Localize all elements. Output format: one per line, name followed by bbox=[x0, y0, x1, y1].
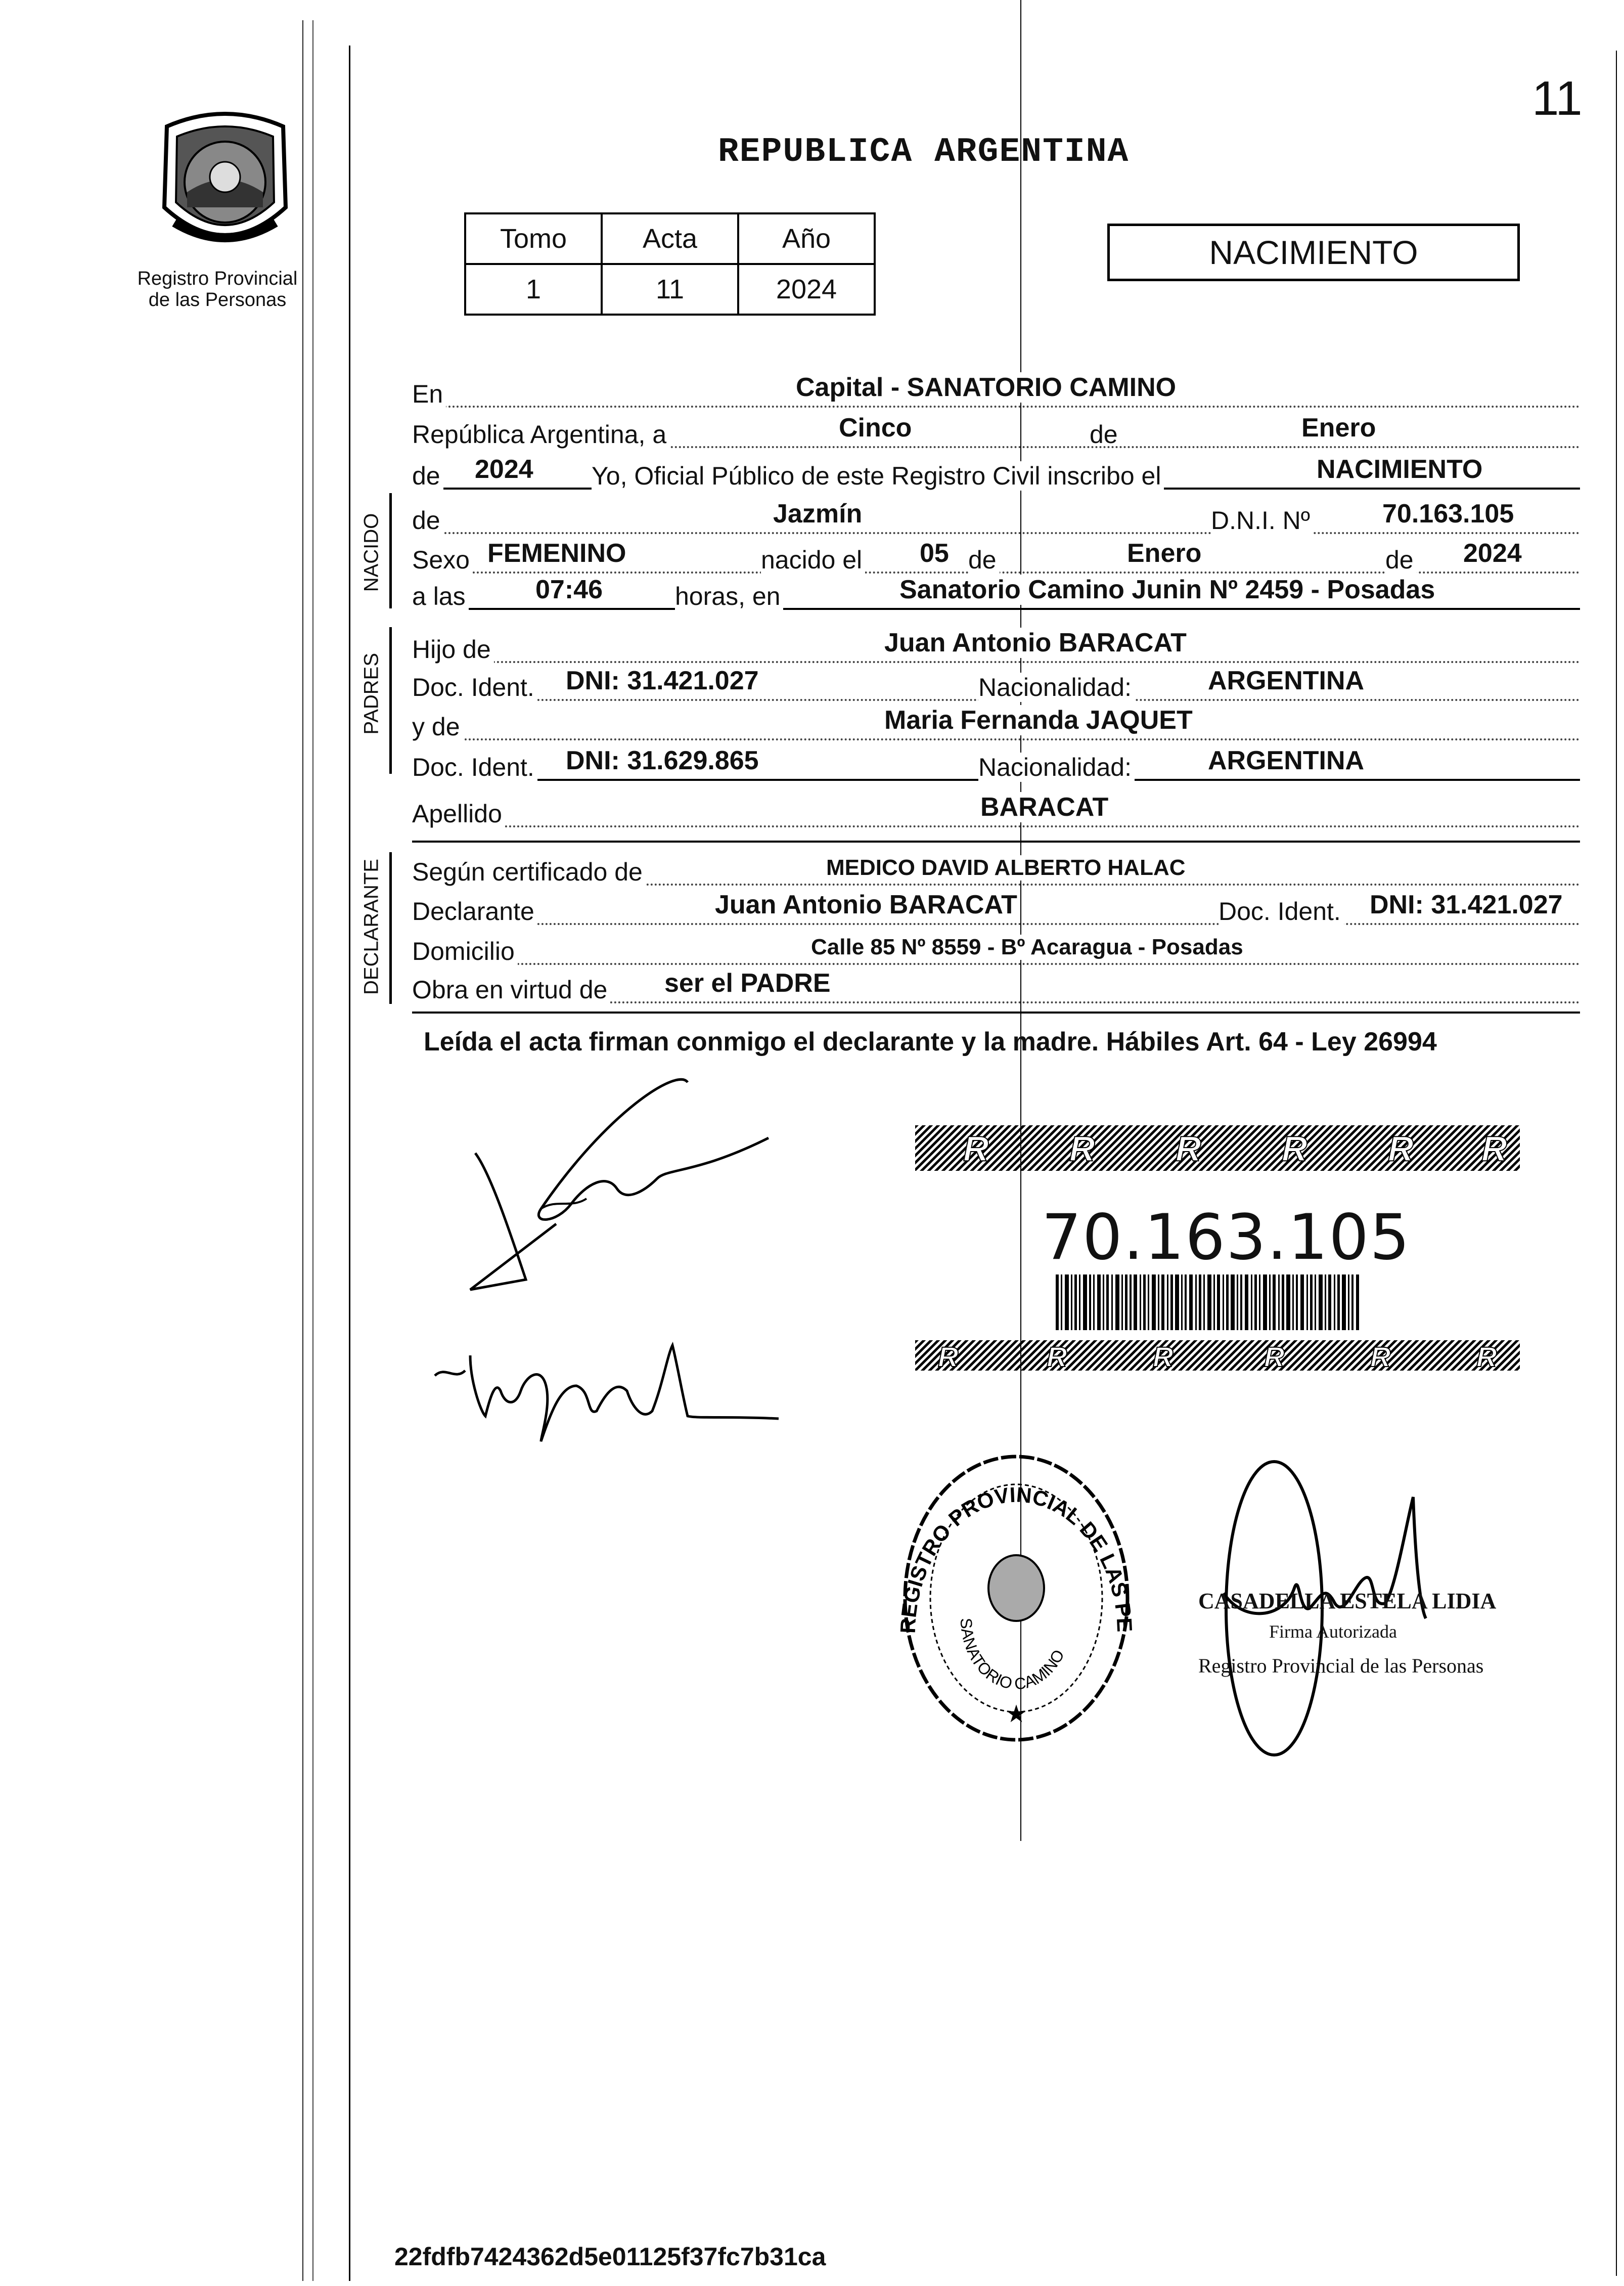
row-nacido-name bbox=[412, 501, 1580, 534]
label-sexo: Sexo bbox=[412, 545, 473, 575]
value-mother-nat: ARGENTINA bbox=[1206, 745, 1366, 776]
declarant-signature bbox=[455, 1072, 819, 1315]
label-de-year: de bbox=[412, 461, 443, 491]
value-domicilio: Calle 85 Nº 8559 - Bº Acaragua - Posadas bbox=[809, 935, 1245, 960]
row-apellido bbox=[412, 794, 1580, 827]
label-declarante-doc: Doc. Ident. bbox=[1219, 897, 1344, 926]
seal-outer-text: REGISTRO PROVINCIAL DE LAS PERSONAS bbox=[891, 1432, 1137, 1634]
label-mother-doc: Doc. Ident. bbox=[412, 753, 537, 782]
barcode bbox=[1056, 1274, 1359, 1330]
value-anio: 2024 bbox=[738, 264, 875, 315]
label-apellido: Apellido bbox=[412, 799, 505, 828]
padres-bar bbox=[389, 627, 392, 774]
value-birth-month: Enero bbox=[1125, 538, 1203, 568]
row-a-las bbox=[412, 577, 1580, 610]
seal-inner-text: SANATORIO CAMINO bbox=[957, 1617, 1068, 1693]
row-year bbox=[412, 456, 1580, 490]
official-name: CASADELLA ESTELA LIDIA bbox=[1198, 1589, 1497, 1613]
label-dni: D.N.I. Nº bbox=[1211, 506, 1313, 535]
margin-line bbox=[349, 46, 350, 2281]
nacido-bar bbox=[389, 493, 392, 608]
document-title: REPUBLICA ARGENTINA bbox=[718, 133, 1130, 171]
row-en bbox=[412, 374, 1580, 408]
stamp-letter: R bbox=[1153, 1341, 1174, 1373]
value-certificado: MEDICO DAVID ALBERTO HALAC bbox=[824, 855, 1188, 881]
value-dni: 70.163.105 bbox=[1380, 499, 1516, 529]
stamp-letter: R bbox=[1069, 1129, 1095, 1168]
label-father-nat: Nacionalidad: bbox=[978, 673, 1135, 702]
value-place: Sanatorio Camino Junin Nº 2459 - Posadas bbox=[897, 575, 1437, 605]
row-segun bbox=[412, 852, 1580, 886]
value-acta: 11 bbox=[602, 264, 738, 315]
label-father-doc: Doc. Ident. bbox=[412, 673, 537, 702]
page-number: 11 bbox=[1532, 71, 1583, 125]
label-nacido-el: nacido el bbox=[761, 545, 865, 575]
label-de-year2: de bbox=[1385, 545, 1417, 575]
header-anio: Año bbox=[738, 213, 875, 264]
official-office: Registro Provincial de las Personas bbox=[1198, 1654, 1484, 1677]
org-line-1: Registro Provincial bbox=[137, 268, 298, 289]
registry-seal bbox=[891, 1432, 1137, 1745]
label-domicilio: Domicilio bbox=[412, 937, 518, 966]
label-de-name: de bbox=[412, 506, 443, 535]
stamp-letter: R bbox=[1370, 1341, 1391, 1373]
value-apellido: BARACAT bbox=[978, 792, 1110, 822]
registry-table bbox=[464, 212, 876, 316]
document-hash: 22fdfb7424362d5e01125f37fc7b31ca bbox=[394, 2243, 826, 2271]
header-tomo: Tomo bbox=[465, 213, 602, 264]
official-role: Firma Autorizada bbox=[1269, 1621, 1397, 1642]
value-declarante: Juan Antonio BARACAT bbox=[713, 890, 1019, 920]
stamp-letter: R bbox=[1282, 1129, 1307, 1168]
stamp-letter: R bbox=[963, 1129, 989, 1168]
label-yo: Yo, Oficial Público de este Registro Civil inscribo el bbox=[592, 461, 1164, 491]
stamp-letter: R bbox=[1388, 1129, 1414, 1168]
value-sexo: FEMENINO bbox=[485, 538, 628, 568]
row-father-doc bbox=[412, 668, 1580, 701]
value-time: 07:46 bbox=[533, 575, 605, 605]
act-type-box: NACIMIENTO bbox=[1107, 224, 1520, 281]
label-republica: República Argentina, a bbox=[412, 420, 669, 449]
row-hijo-de bbox=[412, 630, 1580, 663]
value-obra: ser el PADRE bbox=[662, 968, 833, 998]
divider-declarante bbox=[412, 1012, 1580, 1014]
label-horas: horas, en bbox=[675, 582, 783, 611]
security-stamp-bottom bbox=[915, 1340, 1520, 1371]
value-declarante-doc: DNI: 31.421.027 bbox=[1368, 890, 1565, 920]
right-edge-line bbox=[1616, 51, 1617, 2276]
row-domicilio bbox=[412, 932, 1580, 965]
value-birth-year: 2024 bbox=[1461, 538, 1524, 568]
svg-text:SANATORIO CAMINO bbox=[957, 1617, 1068, 1693]
label-hijo-de: Hijo de bbox=[412, 635, 494, 664]
value-father-nat: ARGENTINA bbox=[1206, 666, 1366, 696]
label-de-month: de bbox=[968, 545, 1000, 575]
province-seal-logo bbox=[157, 106, 293, 258]
value-mother: Maria Fernanda JAQUET bbox=[882, 705, 1195, 735]
label-mother-nat: Nacionalidad: bbox=[978, 753, 1135, 782]
stamp-letter: R bbox=[1476, 1341, 1497, 1373]
value-year: 2024 bbox=[473, 454, 535, 485]
row-sexo bbox=[412, 540, 1580, 574]
declarante-section-label: DECLARANTE bbox=[360, 859, 383, 995]
label-en: En bbox=[412, 379, 446, 409]
label-segun: Según certificado de bbox=[412, 857, 646, 887]
stamp-letter: R bbox=[938, 1341, 959, 1373]
row-obra bbox=[412, 970, 1580, 1003]
value-month: Enero bbox=[1299, 413, 1378, 443]
value-father-doc: DNI: 31.421.027 bbox=[564, 666, 761, 696]
divider-apellido bbox=[412, 841, 1580, 843]
svg-text:★: ★ bbox=[1005, 1701, 1027, 1728]
value-day: Cinco bbox=[837, 413, 914, 443]
row-mother-doc bbox=[412, 748, 1580, 781]
value-father: Juan Antonio BARACAT bbox=[882, 628, 1189, 658]
row-y-de bbox=[412, 707, 1580, 740]
mother-signature bbox=[425, 1335, 789, 1446]
declarante-bar bbox=[389, 852, 392, 1004]
org-name bbox=[126, 268, 308, 311]
value-birth-day: 05 bbox=[918, 538, 951, 568]
stamp-letter: R bbox=[1264, 1341, 1285, 1373]
value-inscribo: NACIMIENTO bbox=[1315, 454, 1484, 485]
stamp-letter: R bbox=[1176, 1129, 1201, 1168]
stamp-number: 70.163.105 bbox=[1042, 1201, 1411, 1274]
value-tomo: 1 bbox=[465, 264, 602, 315]
org-line-2: de las Personas bbox=[148, 289, 287, 311]
label-a-las: a las bbox=[412, 582, 469, 611]
nacido-section-label: NACIDO bbox=[360, 513, 383, 592]
value-en: Capital - SANATORIO CAMINO bbox=[794, 372, 1178, 403]
padres-section-label: PADRES bbox=[360, 652, 383, 735]
label-obra: Obra en virtud de bbox=[412, 975, 610, 1004]
row-declarante bbox=[412, 892, 1580, 925]
label-declarante: Declarante bbox=[412, 897, 537, 926]
stamp-letter: R bbox=[1047, 1341, 1067, 1373]
value-mother-doc: DNI: 31.629.865 bbox=[564, 745, 761, 776]
security-stamp-top bbox=[915, 1125, 1520, 1171]
value-name: Jazmín bbox=[771, 499, 864, 529]
margin-line-left bbox=[302, 20, 303, 2281]
header-acta: Acta bbox=[602, 213, 738, 264]
label-de: de bbox=[1090, 420, 1118, 449]
stamp-letter: R bbox=[1481, 1129, 1507, 1168]
row-republica bbox=[412, 415, 1580, 448]
closing-note: Leída el acta firman conmigo el declarante y la madre. Hábiles Art. 64 - Ley 26994 bbox=[424, 1027, 1437, 1057]
margin-line-left-2 bbox=[312, 20, 313, 2281]
label-y-de: y de bbox=[412, 712, 463, 741]
